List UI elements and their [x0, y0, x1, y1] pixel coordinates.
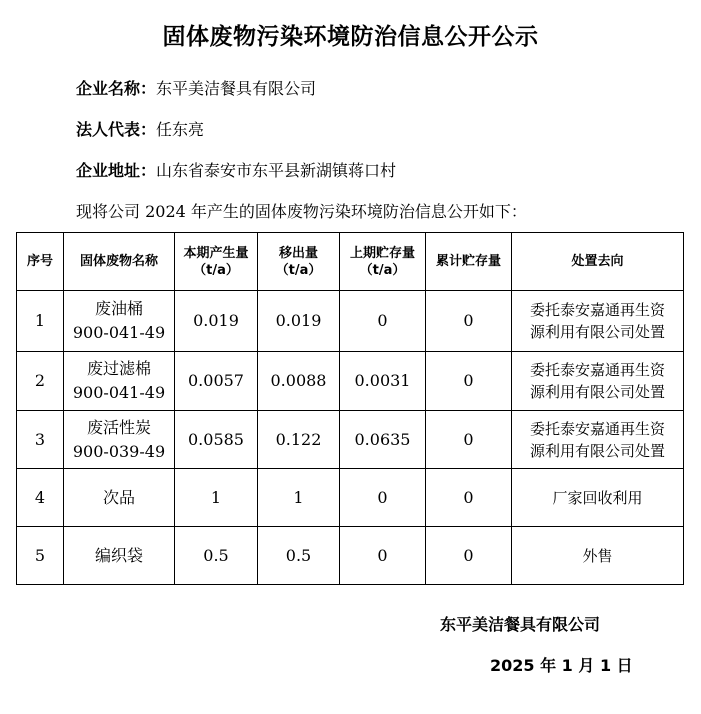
legal-rep-label: 法人代表： [76, 120, 157, 139]
legal-rep-value: 任东亮 [156, 120, 205, 139]
cell-stored-total: 0 [426, 291, 512, 352]
cell-produced: 0.0585 [175, 411, 258, 469]
cell-name-text: 废油桶 [94, 299, 143, 318]
cell-stored-prev: 0 [340, 469, 426, 527]
cell-disposal [512, 291, 684, 352]
header-produced [175, 233, 258, 291]
page-title: 固体废物污染环境防治信息公开公示 [162, 24, 539, 50]
cell-code-text: 900-041-49 [72, 323, 166, 342]
header-transferred-unit: （t/a） [275, 262, 322, 278]
header-stored-total: 累计贮存量 [426, 233, 512, 291]
cell-stored-total: 0 [426, 352, 512, 411]
table-header-row [17, 233, 684, 291]
cell-transferred: 1 [258, 469, 340, 527]
company-name-line [76, 76, 316, 99]
cell-disposal-line2: 源利用有限公司处置 [529, 441, 665, 460]
cell-disposal-line1: 委托泰安嘉通再生资 [529, 419, 665, 438]
header-stored-prev-label: 上期贮存量 [349, 245, 415, 261]
cell-produced: 1 [175, 469, 258, 527]
cell-seq: 1 [17, 291, 64, 352]
legal-rep-line [76, 117, 204, 140]
header-stored-prev-unit: （t/a） [359, 262, 406, 278]
cell-produced: 0.019 [175, 291, 258, 352]
cell-stored-total: 0 [426, 469, 512, 527]
cell-produced: 0.0057 [175, 352, 258, 411]
cell-stored-prev: 0 [340, 291, 426, 352]
cell-stored-total: 0 [426, 411, 512, 469]
waste-table [16, 232, 684, 585]
cell-stored-prev: 0 [340, 527, 426, 585]
cell-disposal: 外售 [512, 527, 684, 585]
table-row [17, 469, 684, 527]
cell-transferred: 0.5 [258, 527, 340, 585]
header-stored-prev [340, 233, 426, 291]
header-seq: 序号 [17, 233, 64, 291]
cell-name: 编织袋 [64, 527, 175, 585]
table-row [17, 291, 684, 352]
cell-transferred: 0.122 [258, 411, 340, 469]
cell-disposal-line2: 源利用有限公司处置 [529, 383, 665, 401]
cell-seq: 5 [17, 527, 64, 585]
address-line [76, 158, 396, 181]
header-name: 固体废物名称 [64, 233, 175, 291]
cell-seq: 4 [17, 469, 64, 527]
cell-disposal-line1: 委托泰安嘉通再生资 [529, 301, 665, 319]
cell-name [64, 352, 175, 411]
address-label: 企业地址： [76, 161, 157, 180]
cell-stored-total: 0 [426, 527, 512, 585]
signature-company: 东平美洁餐具有限公司 [440, 615, 601, 634]
cell-stored-prev: 0.0635 [340, 411, 426, 469]
cell-name [64, 291, 175, 352]
header-transferred [258, 233, 340, 291]
table-row [17, 352, 684, 411]
cell-code-text: 900-039-49 [72, 441, 166, 461]
cell-seq: 2 [17, 352, 64, 411]
intro-text: 现将公司 2024 年产生的固体废物污染环境防治信息公开如下： [76, 202, 527, 221]
cell-name [64, 411, 175, 469]
cell-code-text: 900-041-49 [72, 383, 166, 402]
signature-date: 2025 年 1 月 1 日 [490, 656, 633, 675]
table-row [17, 411, 684, 469]
cell-name-text: 废过滤棉 [86, 359, 151, 378]
cell-stored-prev: 0.0031 [340, 352, 426, 411]
cell-seq: 3 [17, 411, 64, 469]
company-name-value: 东平美洁餐具有限公司 [156, 79, 317, 98]
cell-name: 次品 [64, 469, 175, 527]
address-value: 山东省泰安市东平县新湖镇蒋口村 [156, 161, 397, 180]
cell-disposal: 厂家回收利用 [512, 469, 684, 527]
table-row [17, 527, 684, 585]
cell-disposal [512, 352, 684, 411]
cell-transferred: 0.019 [258, 291, 340, 352]
header-disposal: 处置去向 [512, 233, 684, 291]
header-produced-unit: （t/a） [193, 262, 239, 278]
cell-produced: 0.5 [175, 527, 258, 585]
cell-disposal-line1: 委托泰安嘉通再生资 [529, 361, 665, 379]
header-transferred-label: 移出量 [278, 245, 318, 261]
cell-disposal-line2: 源利用有限公司处置 [529, 323, 665, 341]
company-name-label: 企业名称： [76, 79, 157, 98]
cell-transferred: 0.0088 [258, 352, 340, 411]
cell-disposal [512, 411, 684, 469]
header-produced-label: 本期产生量 [183, 245, 249, 261]
cell-name-text: 废活性炭 [86, 417, 151, 437]
